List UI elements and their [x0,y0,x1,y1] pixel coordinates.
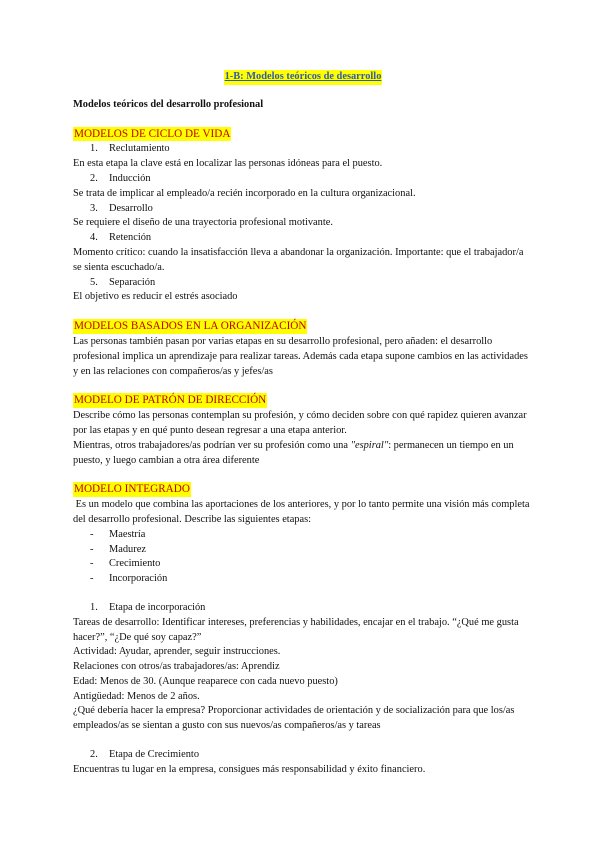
section-intro: Es un modelo que combina las aportaciones de los anteriores, y por lo tanto permite una visión más completa del desarrollo profesional. Describe las siguientes etapas: [73,499,533,525]
item-label: Reclutamiento [109,143,170,155]
stage-label: Incorporación [109,573,168,585]
list-item [73,202,533,217]
list-item [73,142,533,157]
item-number: 5. [90,276,98,288]
document-page [73,70,533,778]
list-item [73,543,533,558]
section-heading-patron: MODELO DE PATRÓN DE DIRECCIÓN [74,394,267,407]
etapa-line: ¿Qué debería hacer la empresa? Proporcionar actividades de orientación y de socialización para que los/as empleados/as se sientan a gusto con sus nuevos/as compañeros/as y tareas [73,705,515,732]
document-title: 1-B: Modelos teóricos de desarrollo [224,70,383,85]
bullet: - [90,573,94,585]
item-number: 3. [90,202,98,214]
item-description: En esta etapa la clave está en localizar las personas idóneas para el puesto. [73,158,383,170]
item-label: Separación [109,276,156,288]
document-subtitle: Modelos teóricos del desarrollo profesional [73,98,264,110]
item-number: 1. [90,601,98,613]
stage-label: Crecimiento [109,558,161,570]
item-description: Se trata de implicar al empleado/a recién incorporado en la cultura organizacional. [73,187,416,199]
item-number: 2. [90,172,98,184]
etapa-line: Tareas de desarrollo: Identificar intereses, preferencias y habilidades, encajar en el trabajo. “¿Qué me gusta hacer?”, “¿De qué soy capaz?” [73,616,519,643]
section-heading-integrado: MODELO INTEGRADO [74,483,190,496]
bullet: - [90,543,94,555]
item-label: Retención [109,232,152,244]
section-ciclo-de-vida [73,127,533,306]
list-item [73,557,533,572]
item-number: 4. [90,232,98,244]
item-label: Desarrollo [109,202,153,214]
etapa-title: Etapa de incorporación [109,601,206,613]
section-integrado [73,482,533,777]
section-patron-direccion [73,393,533,468]
etapa-line: Relaciones con otros/as trabajadores/as: Aprendiz [73,661,280,673]
etapa-line: Antigüedad: Menos de 2 años. [73,690,200,702]
item-label: Inducción [109,172,151,184]
item-description: Momento crítico: cuando la insatisfacción lleva a abandonar la organización. Importante: que el trabajador/a se sienta escuchado/a. [73,246,524,273]
item-description: El objetivo es reducir el estrés asociado [73,291,238,303]
list-item [73,528,533,543]
list-item [73,231,533,246]
bullet: - [90,528,94,540]
item-description: Se requiere el diseño de una trayectoria profesional motivante. [73,217,333,229]
section-text: Las personas también pasan por varias etapas en su desarrollo profesional, pero añaden: el desarrollo profesional implica un aprendizaje para realizar tareas. Además cada etapa supone cambios en las actividades y en las relaciones con compañeros/as y jefes/as [73,335,528,377]
etapa-line: Encuentras tu lugar en la empresa, consigues más responsabilidad y éxito financiero. [73,763,426,775]
section-heading-organizacion: MODELOS BASADOS EN LA ORGANIZACIÓN [74,320,307,333]
etapa-title: Etapa de Crecimiento [109,749,200,761]
etapa-crecimiento-heading [73,748,533,763]
list-item [73,276,533,291]
section-organizacion [73,319,533,379]
section-text: Describe cómo las personas contemplan su profesión, y cómo deciden sobre con qué rapidez quieren avanzar por las etapas y en qué punto desean regresar a una etapa anterior. [73,410,527,436]
etapa-line: Edad: Menos de 30. (Aunque reaparece con cada nuevo puesto) [73,675,338,687]
text-part: Mientras, otros trabajadores/as podrían ver su profesión como una [73,439,351,451]
text-part: : permanecen un tiempo en un puesto, y luego cambian a otra área diferente [73,439,514,466]
item-number: 2. [90,749,98,761]
etapa-line: Actividad: Ayudar, aprender, seguir instrucciones. [73,646,281,658]
list-item [73,572,533,587]
list-item [73,172,533,187]
stage-label: Madurez [109,543,146,555]
emphasis-text: "espiral" [350,439,389,451]
stage-label: Maestría [109,528,146,540]
section-heading-ciclo: MODELOS DE CICLO DE VIDA [74,127,231,140]
etapa-incorporacion-heading [73,601,533,616]
bullet: - [90,558,94,570]
section-text-2 [73,439,533,469]
item-number: 1. [90,143,98,155]
